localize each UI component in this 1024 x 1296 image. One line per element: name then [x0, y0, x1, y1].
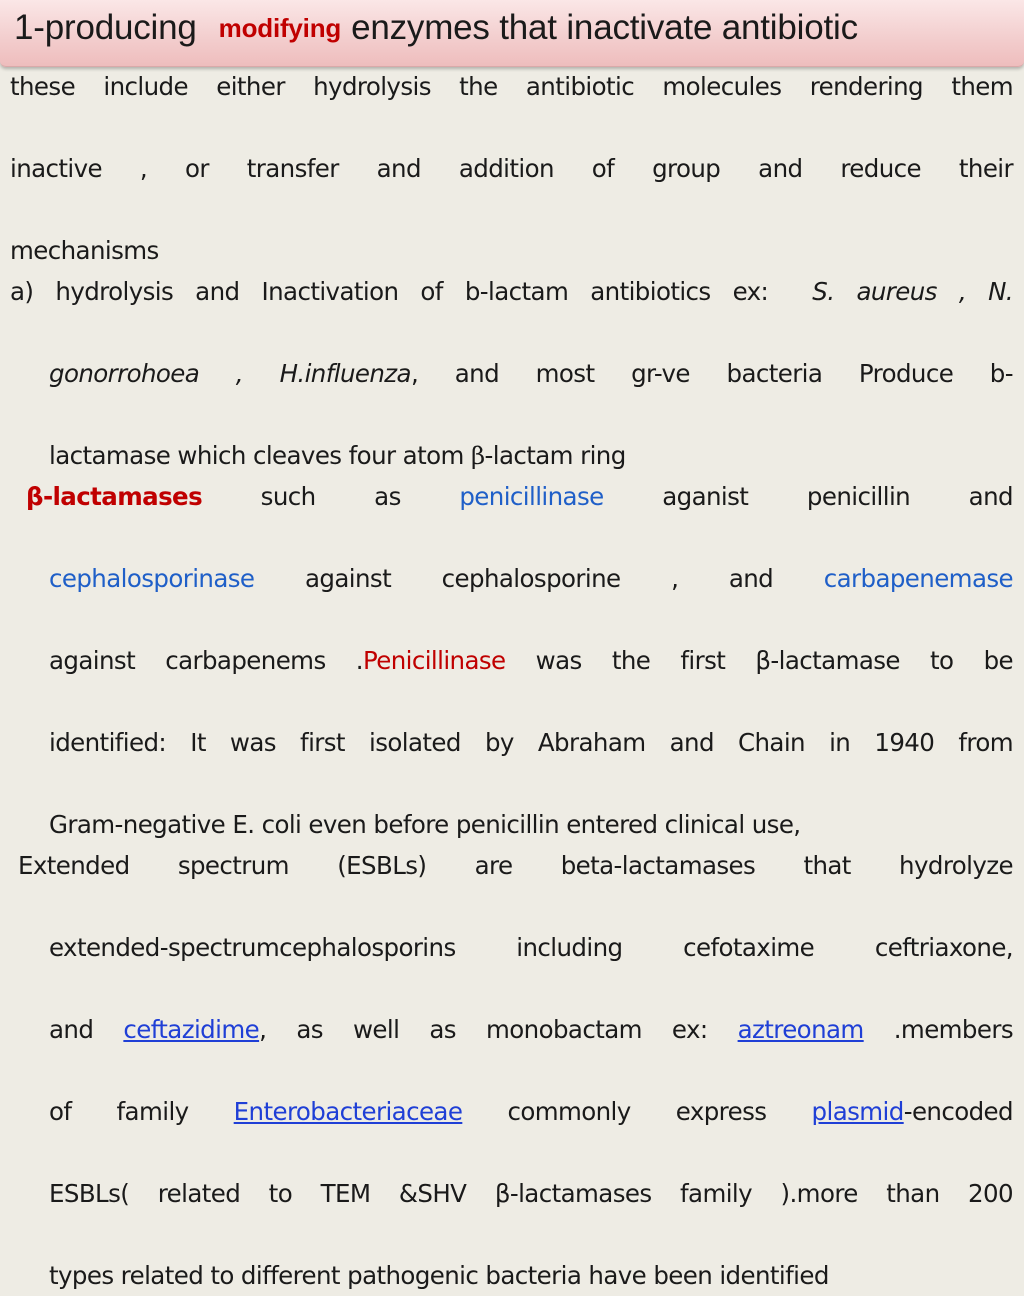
esbl-line-4 — [10, 1091, 1013, 1173]
b3-pre: against carbapenems . — [49, 646, 363, 675]
b1-mid1: such as — [260, 482, 401, 511]
esbl-line-1: Extended spectrum (ESBLs) are beta-lactamases that hydrolyze — [18, 851, 1013, 880]
item-a-marker: a) — [10, 277, 34, 306]
link-aztreonam[interactable]: aztreonam — [737, 1015, 864, 1044]
esbl-line-3 — [10, 1009, 1013, 1091]
beta-lactamase-line-5: Gram-negative E. coli even before penicillin entered clinical use, — [49, 810, 801, 839]
item-a-line-3-pre: lactamase which cleaves four atom — [49, 441, 471, 470]
beta-symbol: β — [470, 441, 485, 470]
b2-mid: against cephalosporine , and — [305, 564, 774, 593]
beta-lactamases-label: β-lactamases — [26, 482, 203, 511]
beta-lactamase-line-1 — [10, 476, 1013, 558]
link-enterobacteriaceae[interactable]: Enterobacteriaceae — [233, 1097, 463, 1126]
item-a-line-2 — [10, 353, 1013, 435]
title-rest: enzymes that inactivate antibiotic — [351, 8, 858, 47]
item-a-line-3-post: -lactam ring — [484, 441, 626, 470]
beta-lactamase-line-3 — [10, 640, 1013, 722]
beta-lactamase-line-4: identified: It was first isolated by Abraham and Chain in 1940 from — [49, 728, 1013, 757]
species-s-aureus: S. aureus , N. — [812, 277, 1013, 306]
title-emphasis: modifying — [218, 13, 342, 43]
item-a-line-2-rest: , and most gr-ve bacteria Produce b- — [410, 359, 1013, 388]
c3-pre: and — [49, 1015, 124, 1044]
term-penicillinase-red: Penicillinase — [362, 646, 506, 675]
link-ceftazidime[interactable]: ceftazidime — [123, 1015, 260, 1044]
b1-mid2: aganist penicillin and — [662, 482, 1013, 511]
intro-line-1: these include either hydrolysis the antibiotic molecules rendering them — [10, 72, 1013, 101]
intro-line-3: mechanisms — [10, 236, 159, 265]
beta-lactamase-line-2 — [10, 558, 1013, 640]
intro-line-2: inactive , or transfer and addition of group and reduce their — [10, 154, 1013, 183]
slide-body — [10, 66, 1013, 1296]
c4-mid: commonly express — [462, 1097, 812, 1126]
esbl-line-2: extended-spectrumcephalosporins including cefotaxime ceftriaxone, — [49, 933, 1013, 962]
c4-post: -encoded — [903, 1097, 1013, 1126]
c3-mid: , as well as monobactam ex: — [259, 1015, 738, 1044]
c3-post: .members — [863, 1015, 1013, 1044]
term-penicillinase: penicillinase — [459, 482, 604, 511]
item-a-text: hydrolysis and Inactivation of b-lactam antibiotics ex: — [55, 277, 769, 306]
c4-pre: of family — [49, 1097, 234, 1126]
title-prefix: 1-producing — [14, 8, 197, 47]
link-plasmid[interactable]: plasmid — [811, 1097, 904, 1126]
item-a-line-3 — [10, 435, 1013, 476]
species-gonorrhoea: gonorrohoea , H.influenza — [49, 359, 411, 388]
term-carbapenemase: carbapenemase — [823, 564, 1013, 593]
term-cephalosporinase: cephalosporinase — [49, 564, 255, 593]
item-a-line-1 — [10, 271, 1013, 353]
esbl-line-5: ESBLs( related to TEM &SHV β-lactamases family ).more than 200 — [49, 1179, 1013, 1208]
esbl-line-6: types related to different pathogenic bacteria have been identified — [49, 1261, 829, 1290]
slide-title-bar — [0, 0, 1024, 67]
slide-title — [14, 8, 858, 48]
b3-post: was the first β-lactamase to be — [505, 646, 1013, 675]
